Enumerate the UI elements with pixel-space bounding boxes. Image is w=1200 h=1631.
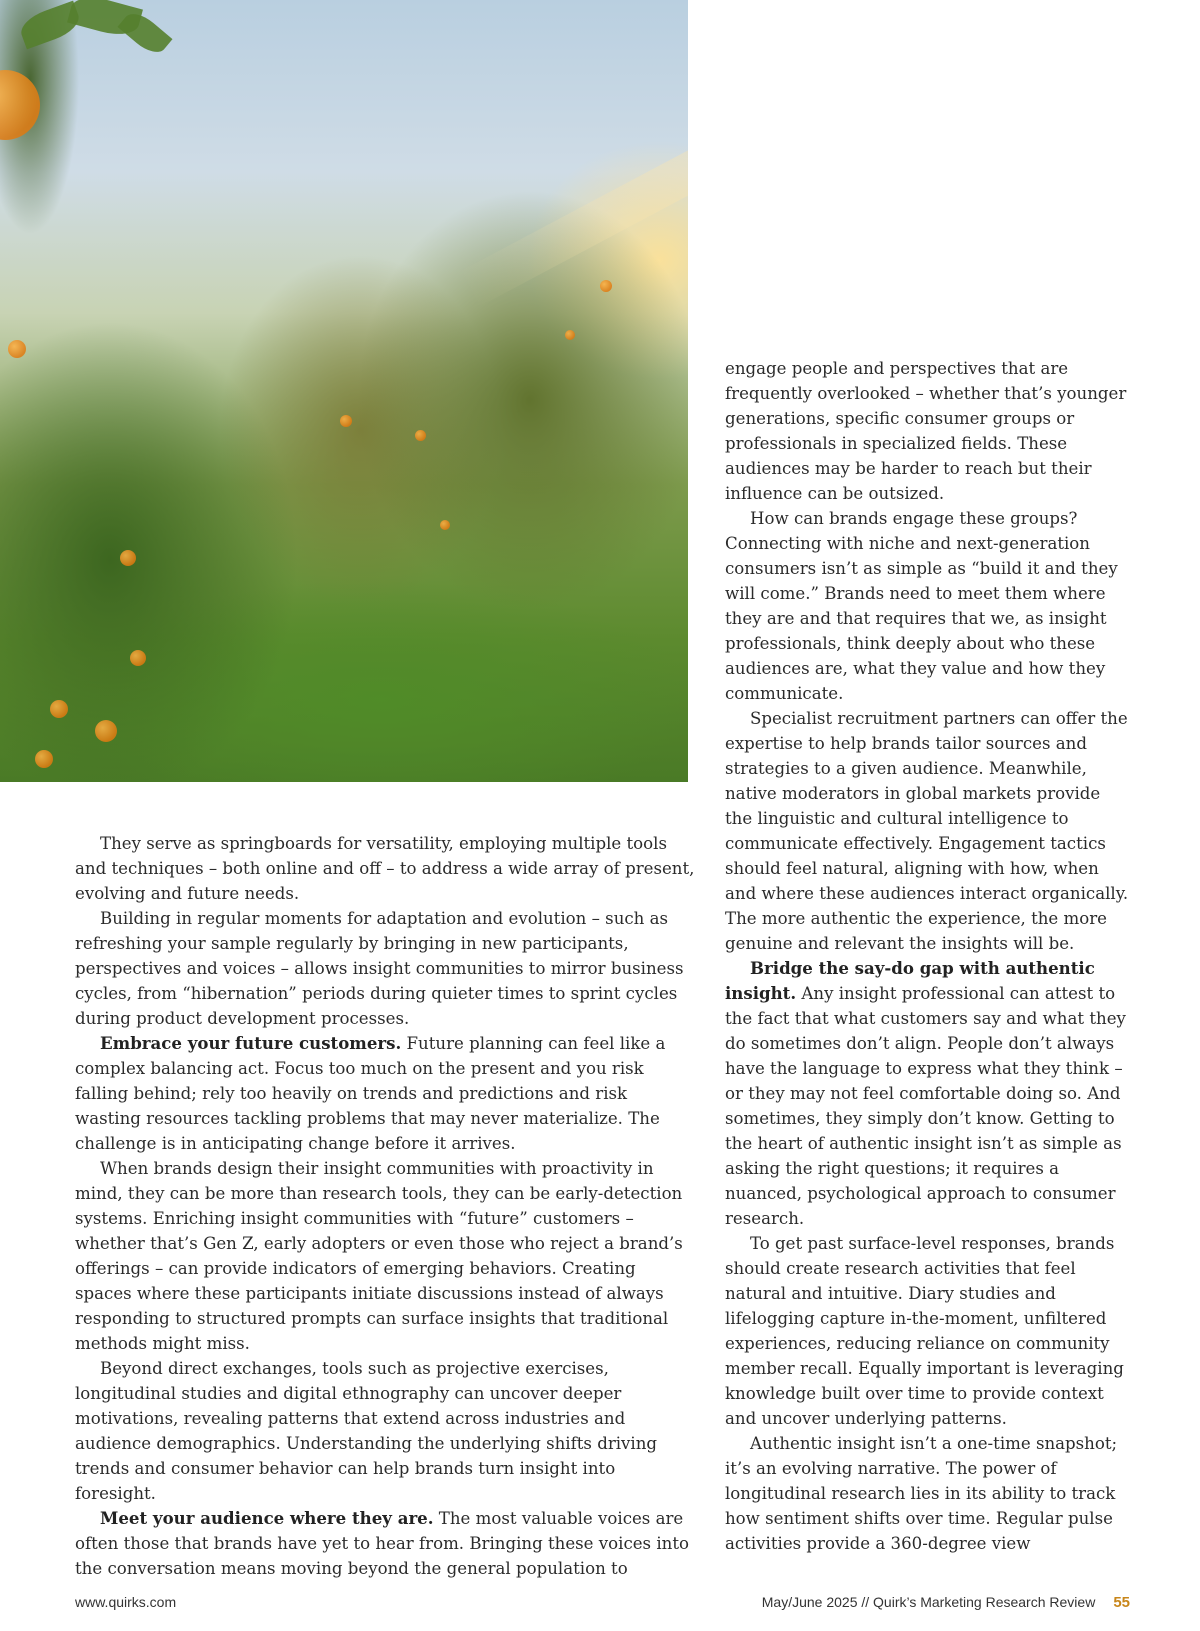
orange-fruit (8, 340, 26, 358)
page-number: 55 (1113, 1594, 1130, 1611)
orange-fruit (50, 700, 68, 718)
orange-fruit (340, 415, 352, 427)
orange-fruit (95, 720, 117, 742)
paragraph: Building in regular moments for adaptation and evolution – such as refreshing your sample regularly by bringing in new participants, perspectives and voices – allows insight communities to mirror business cycles, from “hibernation” periods during quieter times to sprint cycles during product development processes. (75, 909, 684, 1028)
orange-fruit (0, 70, 40, 140)
orange-fruit (415, 430, 426, 441)
paragraph: Bridge the say-do gap with authentic insight. Any insight professional can attest to the fact that what customers say and what they do sometimes don’t align. People don’t always have the language to express what they think – or they may not feel comfortable doing so. And sometimes, they simply don’t know. Getting to the heart of authentic insight isn’t as simple as asking the right questions; it requires a nuanced, psychological approach to consumer research. (725, 958, 1126, 1228)
paragraph: They serve as springboards for versatility, employing multiple tools and techniques – both online and off – to address a wide array of present, evolving and future needs. (75, 834, 695, 903)
orange-grove-photo (0, 0, 688, 782)
orange-fruit (565, 330, 575, 340)
orange-fruit (120, 550, 136, 566)
paragraph: Authentic insight isn’t a one-time snapshot; it’s an evolving narrative. The power of longitudinal research lies in its ability to track how sentiment shifts over time. Regular pulse activities provide a 360-degree view (725, 1434, 1118, 1553)
subhead: Meet your audience where they are. (100, 1508, 434, 1528)
issue-label: May/June 2025 // Quirk’s Marketing Research Review (761, 1594, 1096, 1610)
paragraph: Meet your audience where they are. The most valuable voices are often those that brands have yet to hear from. Bringing these voices into the conversation means moving beyond the general population to (75, 1508, 690, 1578)
orange-fruit (35, 750, 53, 768)
paragraph: Embrace your future customers. Future planning can feel like a complex balancing act. Focus too much on the present and you risk falling behind; rely too heavily on trends and predictions and risk wasting resources tackling problems that may never materialize. The challenge is in anticipating change before it arrives. (75, 1033, 666, 1153)
left-text-column (75, 831, 695, 1581)
paragraph: engage people and perspectives that are frequently overlooked – whether that’s younger generations, specific consumer groups or professionals in specialized fields. These audiences may be harder to reach but their influence can be outsized. (725, 359, 1127, 503)
subhead: Bridge the say-do gap with authentic insight. (725, 958, 1095, 1003)
orange-fruit (440, 520, 450, 530)
footer-issue (762, 1594, 1130, 1611)
subhead: Embrace your future customers. (100, 1033, 402, 1053)
orange-fruit (130, 650, 146, 666)
paragraph: Specialist recruitment partners can offer the expertise to help brands tailor sources and strategies to a given audience. Meanwhile, native moderators in global markets provide the linguistic and cultural intelligence to communicate effectively. Engagement tactics should feel natural, aligning with how, when and where these audiences interact organically. The more authentic the experience, the more genuine and relevant the insights will be. (725, 709, 1129, 953)
footer-website[interactable]: www.quirks.com (75, 1594, 177, 1610)
paragraph: Beyond direct exchanges, tools such as projective exercises, longitudinal studies and digital ethnography can uncover deeper motivations, revealing patterns that extend across industries and audience demographics. Understanding the underlying shifts driving trends and consumer behavior can help brands turn insight into foresight. (75, 1359, 658, 1503)
sun-ray (458, 122, 688, 308)
paragraph: How can brands engage these groups? Connecting with niche and next-generation consumers isn’t as simple as “build it and they will come.” Brands need to meet them where they are and that requires that we, as insight professionals, think deeply about who these audiences are, what they value and how they communicate. (725, 509, 1118, 703)
right-text-column (725, 356, 1130, 1556)
paragraph: To get past surface-level responses, brands should create research activities that feel natural and intuitive. Diary studies and lifelogging capture in-the-moment, unfiltered experiences, reducing reliance on community member recall. Equally important is leveraging knowledge built over time to provide context and uncover underlying patterns. (725, 1234, 1124, 1428)
orange-fruit (600, 280, 612, 292)
paragraph: When brands design their insight communities with proactivity in mind, they can be more than research tools, they can be early-detection systems. Enriching insight communities with “future” customers – whether that’s Gen Z, early adopters or even those who reject a brand’s offerings – can provide indicators of emerging behaviors. Creating spaces where these participants initiate discussions instead of always responding to structured prompts can surface insights that traditional methods might miss. (75, 1159, 683, 1353)
